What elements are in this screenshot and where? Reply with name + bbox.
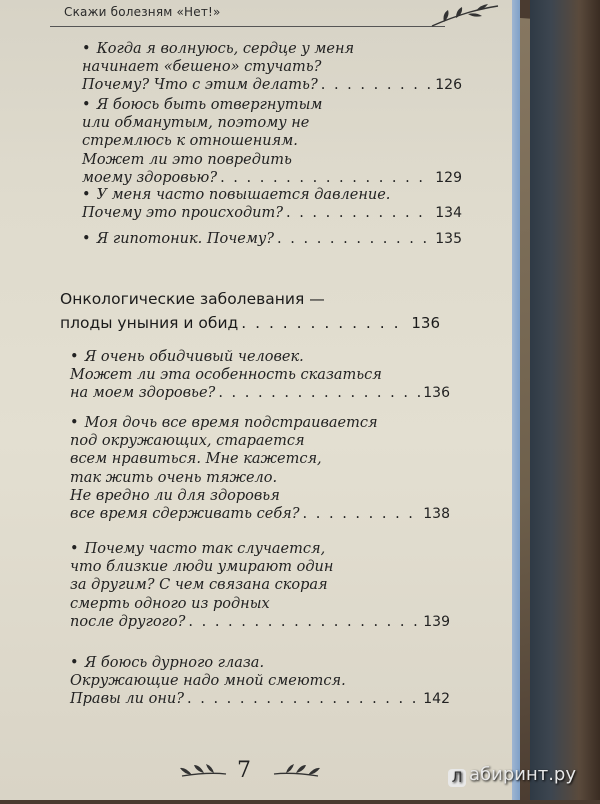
entry-line-text: моему здоровью? xyxy=(82,169,218,186)
entry-last-line xyxy=(70,384,450,402)
background-table xyxy=(530,0,600,800)
entry-line-text: так жить очень тяжело. xyxy=(70,469,278,486)
entry-line-text: У меня часто повышается давление. xyxy=(96,187,391,203)
toc-entry[interactable] xyxy=(82,186,462,222)
running-header-title: Скажи болезням «Нет!» xyxy=(64,5,221,19)
entry-line-text: Я боюсь быть отвергнутым xyxy=(96,97,323,113)
entry-line xyxy=(82,132,462,150)
leader-dots xyxy=(187,690,420,708)
page-number: 142 xyxy=(423,691,450,708)
bullet-icon: • xyxy=(70,349,79,365)
watermark-text: абиринт.ру xyxy=(469,764,577,785)
leaf-ornament-right-icon xyxy=(272,762,322,780)
entry-line xyxy=(82,151,462,169)
bullet-icon: • xyxy=(82,97,91,113)
entry-line-text: все время сдерживать себя? xyxy=(70,506,300,523)
entry-line xyxy=(82,186,462,204)
bullet-icon: • xyxy=(82,187,91,203)
running-header xyxy=(10,0,500,30)
leader-dots xyxy=(188,613,420,631)
entry-last-line xyxy=(70,613,450,631)
leaf-ornament-icon xyxy=(430,4,500,30)
toc-entry[interactable] xyxy=(70,540,450,631)
entry-last-line xyxy=(82,230,462,248)
entry-last-line xyxy=(70,505,450,523)
toc-entry[interactable] xyxy=(82,40,462,95)
section-title-text: плоды уныния и обид xyxy=(60,314,239,332)
bullet-icon: • xyxy=(70,655,79,671)
header-rule xyxy=(50,26,445,27)
entry-last-line xyxy=(82,169,462,187)
page-number: 138 xyxy=(423,506,450,523)
entry-line xyxy=(70,366,450,384)
entry-line xyxy=(70,558,450,576)
entry-line-text: Я боюсь дурного глаза. xyxy=(84,655,265,671)
leader-dots xyxy=(286,204,432,222)
entry-line xyxy=(82,40,462,58)
entry-line-text: или обманутым, поэтому не xyxy=(82,115,310,132)
toc-entry[interactable] xyxy=(70,348,450,403)
leader-dots xyxy=(218,384,420,402)
toc-entry[interactable] xyxy=(70,414,450,523)
leader-dots xyxy=(303,505,421,523)
entry-last-line xyxy=(70,690,450,708)
section-title-line: Онкологические заболевания — xyxy=(60,290,325,308)
entry-line-text: стремлюсь к отношениям. xyxy=(82,133,298,150)
entry-line-text: за другим? С чем связана скорая xyxy=(70,577,328,594)
entry-line xyxy=(70,487,450,505)
entry-last-line xyxy=(82,76,462,94)
entry-line-text: Я гипотоник. Почему? xyxy=(96,231,275,247)
entry-line-text: на моем здоровье? xyxy=(70,385,216,402)
toc-section[interactable] xyxy=(60,287,440,335)
leaf-ornament-left-icon xyxy=(178,762,228,780)
toc-entry[interactable] xyxy=(82,230,462,248)
entry-line-text: Не вредно ли для здоровья xyxy=(70,487,280,504)
toc-entry[interactable] xyxy=(70,654,450,709)
page-number: 139 xyxy=(423,613,450,630)
leader-dots xyxy=(220,169,432,187)
entry-line xyxy=(70,432,450,450)
entry-line xyxy=(70,540,450,558)
page-number: 135 xyxy=(435,231,462,247)
entry-line xyxy=(82,96,462,114)
entry-line-text: смерть одного из родных xyxy=(70,595,270,612)
toc-entry[interactable] xyxy=(82,96,462,187)
entry-line-text: Я очень обидчивый человек. xyxy=(84,349,304,365)
bullet-icon: • xyxy=(70,541,79,557)
entry-line xyxy=(70,348,450,366)
entry-line xyxy=(70,654,450,672)
entry-line xyxy=(82,114,462,132)
entry-line-text: Когда я волнуюсь, сердце у меня xyxy=(96,41,355,57)
entry-line xyxy=(70,576,450,594)
entry-line xyxy=(70,469,450,487)
folio-page-number: 7 xyxy=(237,758,251,783)
watermark xyxy=(448,764,576,787)
entry-line xyxy=(70,672,450,690)
page-number: 134 xyxy=(435,205,462,222)
entry-line-text: Моя дочь все время подстраивается xyxy=(84,415,378,431)
page-number: 136 xyxy=(411,314,440,332)
entry-line xyxy=(70,595,450,613)
leader-dots xyxy=(241,311,408,335)
page-number: 126 xyxy=(435,77,462,94)
section-title-last-line xyxy=(60,311,440,335)
leader-dots xyxy=(321,76,433,94)
leader-dots xyxy=(277,230,432,248)
entry-line xyxy=(70,450,450,468)
bullet-icon: • xyxy=(82,41,91,57)
entry-line-text: Почему это происходит? xyxy=(82,205,283,222)
bullet-icon: • xyxy=(70,415,79,431)
entry-line xyxy=(82,58,462,76)
entry-line-text: Правы ли они? xyxy=(70,691,185,708)
entry-line-text: под окружающих, старается xyxy=(70,433,305,450)
labirint-logo-icon: Л xyxy=(448,769,466,787)
entry-line-text: Почему часто так случается, xyxy=(84,541,326,557)
entry-line-text: Может ли эта особенность сказаться xyxy=(70,367,382,384)
entry-line xyxy=(70,414,450,432)
page-number: 129 xyxy=(435,169,462,186)
entry-last-line xyxy=(82,204,462,222)
entry-line-text: что близкие люди умирают один xyxy=(70,559,334,576)
entry-line-text: Может ли это повредить xyxy=(82,151,292,168)
entry-line-text: Окружающие надо мной смеются. xyxy=(70,673,346,690)
bullet-icon: • xyxy=(82,231,91,247)
entry-line-text: всем нравиться. Мне кажется, xyxy=(70,451,322,468)
entry-line-text: Почему? Что с этим делать? xyxy=(82,77,318,94)
entry-line-text: после другого? xyxy=(70,613,186,630)
entry-line-text: начинает «бешено» стучать? xyxy=(82,59,322,76)
page-number: 136 xyxy=(423,385,450,402)
